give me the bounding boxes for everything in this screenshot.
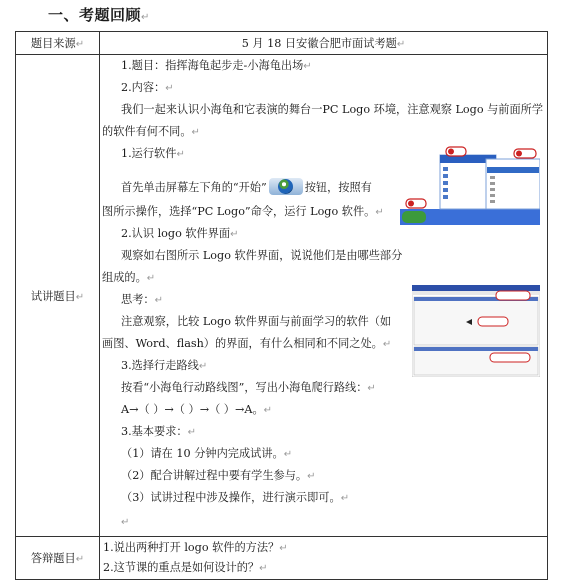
lecture-row [16,55,548,537]
step-ui-text-2: 组成的。↵ [102,271,156,284]
defense-question-1: 1.说出两种打开 logo 软件的方法？↵ [103,541,288,554]
step-ui-heading: 2.认识 logo 软件界面↵ [121,227,239,240]
defense-content [100,537,548,580]
requirements-heading: 3.基本要求：↵ [121,425,197,438]
think-heading: 思考：↵ [121,293,163,306]
step-ui-text-1: 观察如右图所示 Logo 软件界面，说说他们是由哪些部分 [121,249,403,262]
think-text-2: 画图、Word、flash）的界面，有什么相同和不同之处。↵ [102,337,392,350]
source-value: 5 月 18 日安徽合肥市面试考题↵ [100,32,548,55]
content-heading: 2.内容：↵ [121,81,174,94]
lecture-label: 试讲题目↵ [16,55,100,537]
route-blanks: A→（ ）→（ ）→（ ）→A。↵ [121,403,273,416]
intro-line-2: 的软件有何不同。↵ [102,125,200,138]
step-route-heading: 3.选择行走路线↵ [121,359,208,372]
intro-line-1: 我们一起来认识小海龟和它表演的舞台一PC Logo 环境，注意观察 Logo 与前面所学 [121,103,544,116]
step-route-text: 按看“小海龟行动路线图”，写出小海龟爬行路线：↵ [121,381,376,394]
think-text-1: 注意观察，比较 Logo 软件界面与前面学习的软件（如 [121,315,392,328]
requirement-1: （1）请在 10 分钟内完成试讲。↵ [121,447,293,460]
defense-question-2: 2.这节课的重点是如何设计的？↵ [103,561,268,574]
logo-window-screenshot [412,285,540,377]
section-heading: 一、考题回顾↵ [48,6,150,24]
requirement-3: （3）试讲过程中涉及操作，进行演示即可。↵ [121,491,350,504]
step-run-heading: 1.运行软件↵ [121,147,185,160]
requirement-2: （2）配合讲解过程中要有学生参与。↵ [121,469,316,482]
windows-start-icon [269,178,303,195]
source-row [16,32,548,55]
step-run-text-1: 首先单击屏幕左下角的“开始” 按钮，按照有 [121,178,372,196]
lecture-content [100,55,548,537]
step-run-text-2: 图所示操作，选择“PC Logo”命令，运行 Logo 软件。↵ [102,205,384,218]
topic-line: 1.题目：指挥海龟起步走-小海龟出场↵ [121,59,312,72]
empty-paragraph-mark: ↵ [121,517,130,528]
source-label: 题目来源↵ [16,32,100,55]
defense-row [16,537,548,580]
defense-label: 答辩题目↵ [16,537,100,580]
exam-table [15,31,548,580]
start-menu-screenshot [400,145,540,225]
